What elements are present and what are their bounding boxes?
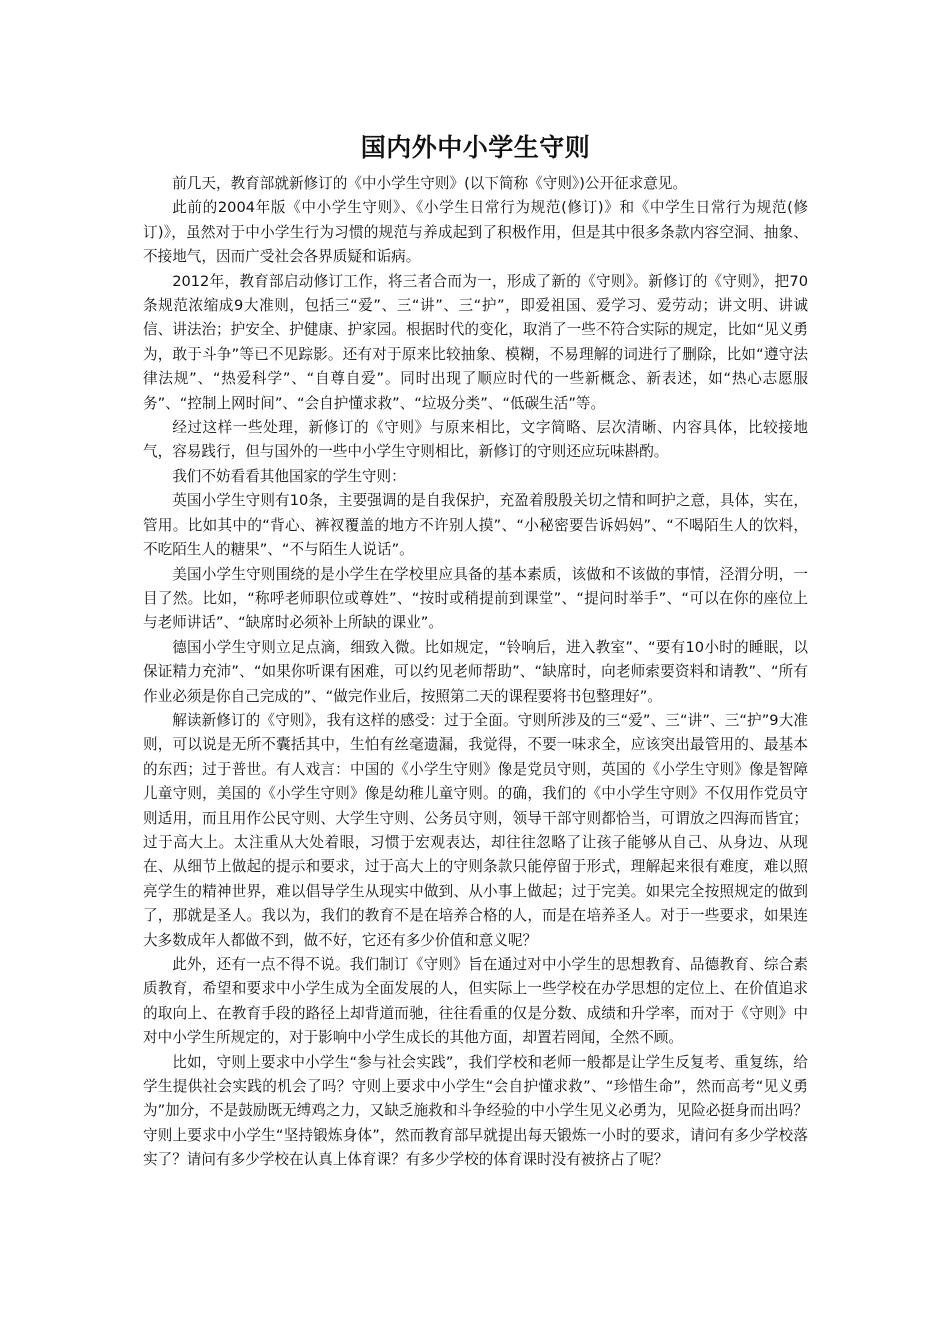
paragraph-2012-revision: 2012年，教育部启动修订工作，将三者合而为一，形成了新的《守则》。新修订的《守则》，把70条规范浓缩成9大准则，包括三“爱”、三“讲”、三“护”，即爱祖国、爱学习、爱劳动；讲文明、讲诚信、讲法治；护安全、护健康、护家园。根据时代的变化，取消了一些不符合实际的规定，比如“见义勇为，敢于斗争”等已不见踪影。还有对于原来比较抽象、模糊，不易理解的词进行了删除，比如“遵守法律法规”、“热爱科学”、“自尊自爱”。同时出现了顺应时代的一些新概念、新表述，如“热心志愿服务”、“控制上网时间”、“会自护懂求救”、“垃圾分类”、“低碳生活”等。 [143, 272, 808, 412]
paragraph-2004-version: 此前的2004年版《中小学生守则》、《小学生日常行为规范(修订)》和《中学生日常行为规范(修订)》，虽然对于中小学生行为习惯的规范与养成起到了积极作用，但是其中很多条款内容空洞、抽象、不接地气，因而广受社会各界质疑和诟病。 [143, 199, 808, 266]
paragraph-interpretation: 解读新修订的《守则》，我有这样的感受：过于全面。守则所涉及的三“爱”、三“讲”、三“护”9大准则，可以说是无所不囊括其中，生怕有丝毫遗漏，我觉得，不要一味求全，应该突出最管用的、最基本的东西；过于普世。有人戏言：中国的《小学生守则》像是党员守则，英国的《小学生守则》像是智障儿童守则，美国的《小学生守则》像是幼稚儿童守则。的确，我们的《中小学生守则》不仅用作党员守则适用，而且用作公民守则、大学生守则、公务员守则，领导干部守则都恰当，可谓放之四海而皆宜；过于高大上。太注重从大处着眼，习惯于宏观表达，却往往忽略了让孩子能够从自己、从身边、从现在、从细节上做起的提示和要求，过于高大上的守则条款只能停留于形式，理解起来很有难度，难以照亮学生的精神世界，难以倡导学生从现实中做到、从小事上做起；过于完美。如果完全按照规定的做到了，那就是圣人。我以为，我们的教育不是在培养合格的人，而是在培养圣人。对于一些要求，如果连大多数成年人都做不到，做不好，它还有多少价值和意义呢？ [143, 711, 808, 949]
paragraph-intro: 前几天，教育部就新修订的《中小学生守则》(以下简称《守则》)公开征求意见。 [172, 175, 688, 192]
paragraph-uk-rules: 英国小学生守则有10条，主要强调的是自我保护，充盈着殷殷关切之情和呵护之意，具体，实在，管用。比如其中的“背心、裤衩覆盖的地方不许别人摸”、“小秘密要告诉妈妈”、“不喝陌生人的饮料，不吃陌生人的糖果”、“不与陌生人说话”。 [143, 492, 808, 559]
document-body [143, 130, 808, 1173]
paragraph-us-rules: 美国小学生守则围绕的是小学生在学校里应具备的基本素质，该做和不该做的事情，泾渭分明，一目了然。比如，“称呼老师职位或尊姓”、“按时或稍提前到课堂”、“提问时举手”、“可以在你的座位上与老师讲话”、“缺席时必须补上所缺的课业”。 [143, 565, 808, 632]
paragraph-moreover: 此外，还有一点不得不说。我们制订《守则》旨在通过对中小学生的思想教育、品德教育、综合素质教育，希望和要求中小学生成为全面发展的人，但实际上一些学校在办学思想的定位上、在价值追求的取向上、在教育手段的路径上却背道而驰，往往看重的仅是分数、成绩和升学率，而对于《守则》中对中小学生所规定的，对于影响中小学生成长的其他方面，却置若罔闻，全然不顾。 [143, 956, 808, 1047]
paragraph-germany-rules: 德国小学生守则立足点滴，细致入微。比如规定，“铃响后，进入教室”、“要有10小时的睡眠，以保证精力充沛”、“如果你听课有困难，可以约见老师帮助”、“缺席时，向老师索要资料和请教”、“所有作业必须是你自己完成的”、“做完作业后，按照第二天的课程要将书包整理好”。 [143, 638, 808, 705]
paragraph-other-countries: 我们不妨看看其他国家的学生守则： [172, 467, 406, 485]
paragraph-comparison: 经过这样一些处理，新修订的《守则》与原来相比，文字简略、层次清晰、内容具体，比较接地气，容易践行，但与国外的一些中小学生守则相比，新修订的守则还应玩味斟酌。 [143, 419, 808, 461]
paragraph-examples: 比如，守则上要求中小学生“参与社会实践”，我们学校和老师一般都是让学生反复考、重复练，给学生提供社会实践的机会了吗？守则上要求中小学生“会自护懂求救”、“珍惜生命”，然而高考“见义勇为”加分，不是鼓励既无缚鸡之力，又缺乏施救和斗争经验的中小学生见义必勇为，见险必挺身而出吗？守则上要求中小学生“坚持锻炼身体”，然而教育部早就提出每天锻炼一小时的要求，请问有多少学校落实了？请问有多少学校在认真上体育课？有多少学校的体育课时没有被挤占了呢？ [143, 1053, 808, 1169]
page-title: 国内外中小学生守则 [360, 133, 591, 162]
